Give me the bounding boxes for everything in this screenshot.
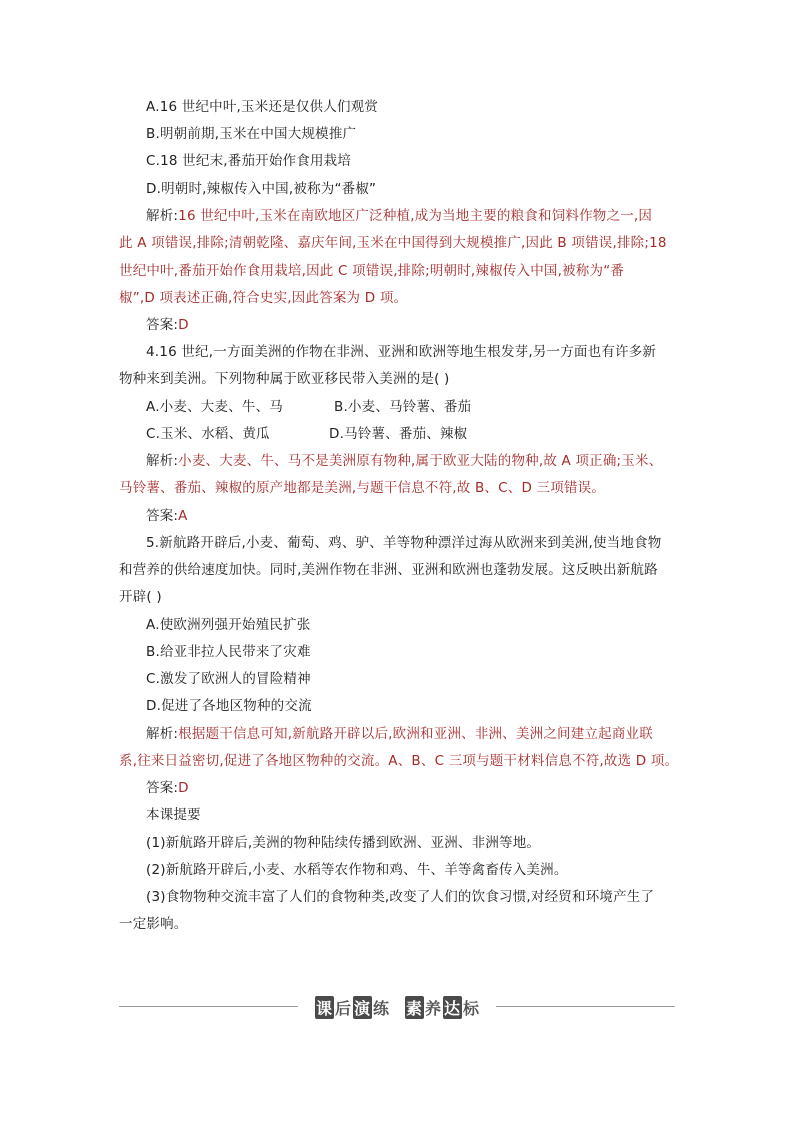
summary-item-2: (2)新航路开辟后,小麦、水稻等农作物和鸡、牛、羊等禽畜传入美洲。 <box>146 862 568 878</box>
q5-option-a: A.使欧洲列强开始殖民扩张 <box>146 617 311 633</box>
q4-analysis-label: 解析: <box>146 453 179 469</box>
q4-answer <box>146 507 188 525</box>
summary-item-3: (3)食物物种交流丰富了人们的食物种类,改变了人们的饮食习惯,对经贸和环境产生了 <box>146 889 655 905</box>
q5-stem-line-3: 开辟( ) <box>119 589 162 605</box>
q5-analysis-line-2: 系,往来日益密切,促进了各地区物种的交流。A、B、C 三项与题干材料信息不符,故选 D 项。 <box>119 753 679 769</box>
q4-stem-line-2: 物种来到美洲。下列物种属于欧亚移民带入美洲的是( ) <box>119 371 450 387</box>
q4-option-d: D.马铃薯、番茄、辣椒 <box>329 426 468 442</box>
q3-analysis-line-1 <box>146 207 652 225</box>
q4-option-c: C.玉米、水稻、黄瓜 <box>146 426 270 442</box>
q3-answer-value: D <box>178 317 189 333</box>
summary-item-3-continued: 一定影响。 <box>119 916 188 932</box>
q4-stem-line-1: 4.16 世纪,一方面美洲的作物在非洲、亚洲和欧洲等地生根发芽,另一方面也有许多新 <box>146 344 657 360</box>
q3-analysis-line-3: 世纪中叶,番茄开始作食用栽培,因此 C 项错误,排除;明朝时,辣椒传入中国,被称为“番 <box>119 263 625 279</box>
q3-answer-label: 答案: <box>146 317 179 333</box>
q3-analysis-label: 解析: <box>146 208 179 224</box>
footer-section-title <box>308 996 486 1019</box>
q3-answer <box>146 316 189 334</box>
q5-answer-label: 答案: <box>146 780 179 796</box>
q3-analysis-line-2: 此 A 项错误,排除;清朝乾隆、嘉庆年间,玉米在中国得到大规模推广,因此 B 项错误,排除;18 <box>119 235 667 251</box>
q5-analysis-label: 解析: <box>146 726 179 742</box>
q5-option-b: B.给亚非拉人民带来了灾难 <box>146 644 311 660</box>
footer-char: 标 <box>463 999 481 1018</box>
summary-item-1: (1)新航路开辟后,美洲的物种陆续传播到欧洲、亚洲、非洲等地。 <box>146 835 541 851</box>
q5-stem-line-1: 5.新航路开辟后,小麦、葡萄、鸡、驴、羊等物种漂洋过海从欧洲来到美洲,使当地食物 <box>146 535 662 551</box>
footer-rule-left <box>119 1006 298 1007</box>
q4-analysis-line-1 <box>146 452 662 470</box>
q4-option-a: A.小麦、大麦、牛、马 <box>146 399 283 415</box>
q5-analysis-line-1 <box>146 725 653 743</box>
footer-char: 达 <box>443 996 462 1019</box>
q3-option-d: D.明朝时,辣椒传入中国,被称为“番椒” <box>146 181 377 197</box>
footer-rule-right <box>496 1006 675 1007</box>
q5-option-c: C.激发了欧洲人的冒险精神 <box>146 671 311 687</box>
q5-analysis-text: 根据题干信息可知,新航路开辟以后,欧洲和亚洲、非洲、美洲之间建立起商业联 <box>178 726 653 742</box>
footer-char: 素 <box>405 996 424 1019</box>
q4-analysis-text: 小麦、大麦、牛、马不是美洲原有物种,属于欧亚大陆的物种,故 A 项正确;玉米、 <box>178 453 663 469</box>
q3-analysis-line-4: 椒”,D 项表述正确,符合史实,因此答案为 D 项。 <box>119 290 408 306</box>
footer-char: 演 <box>353 996 372 1019</box>
q4-answer-value: A <box>178 508 188 524</box>
summary-title: 本课提要 <box>146 807 201 823</box>
footer-char: 后 <box>334 999 352 1018</box>
q5-stem-line-2: 和营养的供给速度加快。同时,美洲作物在非洲、亚洲和欧洲也蓬勃发展。这反映出新航路 <box>119 562 658 578</box>
footer-char: 练 <box>372 999 390 1018</box>
footer-char: 课 <box>315 996 334 1019</box>
q4-option-b: B.小麦、马铃薯、番茄 <box>334 399 472 415</box>
q5-answer <box>146 779 189 797</box>
footer-char: 养 <box>425 999 443 1018</box>
q5-option-d: D.促进了各地区物种的交流 <box>146 698 312 714</box>
q4-analysis-line-2: 马铃薯、番茄、辣椒的原产地都是美洲,与题干信息不符,故 B、C、D 三项错误。 <box>119 480 606 496</box>
q3-option-a: A.16 世纪中叶,玉米还是仅供人们观赏 <box>146 99 379 115</box>
q3-analysis-text: 16 世纪中叶,玉米在南欧地区广泛种植,成为当地主要的粮食和饲料作物之一,因 <box>178 208 653 224</box>
q3-option-b: B.明朝前期,玉米在中国大规模推广 <box>146 126 357 142</box>
q3-option-c: C.18 世纪末,番茄开始作食用栽培 <box>146 153 352 169</box>
q5-answer-value: D <box>178 780 189 796</box>
q4-answer-label: 答案: <box>146 508 179 524</box>
